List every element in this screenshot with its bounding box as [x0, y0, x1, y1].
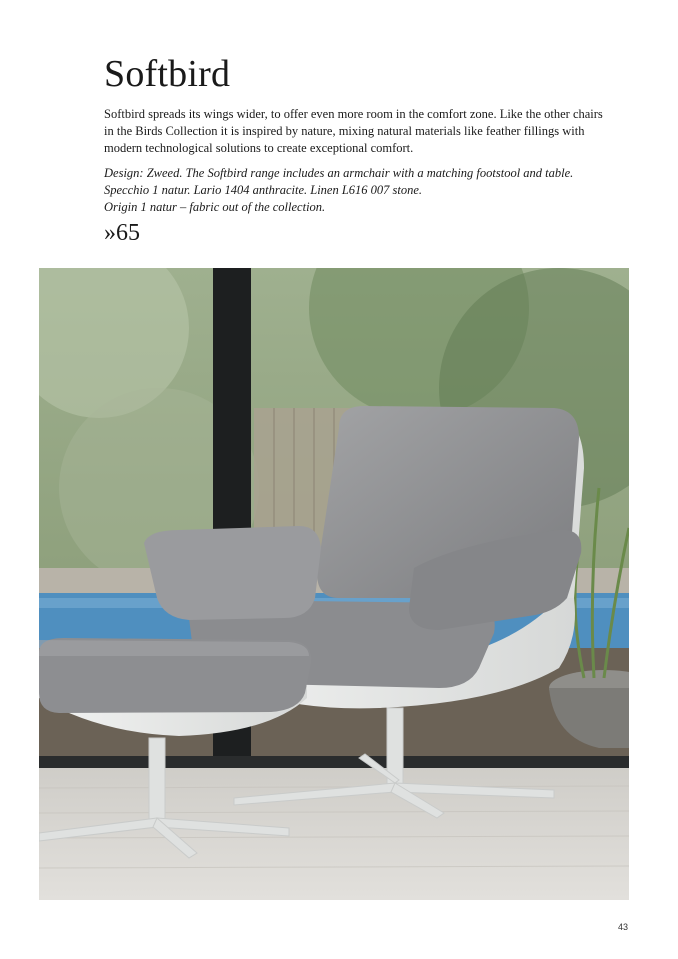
- product-photo: [39, 268, 629, 900]
- design-line: Origin 1 natur – fabric out of the collection.: [104, 200, 326, 214]
- page-reference: »65: [104, 220, 140, 246]
- design-line: Design: Zweed. The Softbird range includes an armchair with a matching footstool and table.: [104, 166, 574, 180]
- page-number: 43: [618, 922, 629, 932]
- product-title: Softbird: [104, 53, 231, 95]
- design-line: Specchio 1 natur. Lario 1404 anthracite. Linen L616 007 stone.: [104, 183, 423, 197]
- design-details: [104, 165, 614, 216]
- product-description: Softbird spreads its wings wider, to offer even more room in the comfort zone. Like the other chairs in the Birds Collection it is inspired by nature, mixing natural materials like feather fillings with modern technological solutions to create exceptional comfort.: [104, 107, 603, 155]
